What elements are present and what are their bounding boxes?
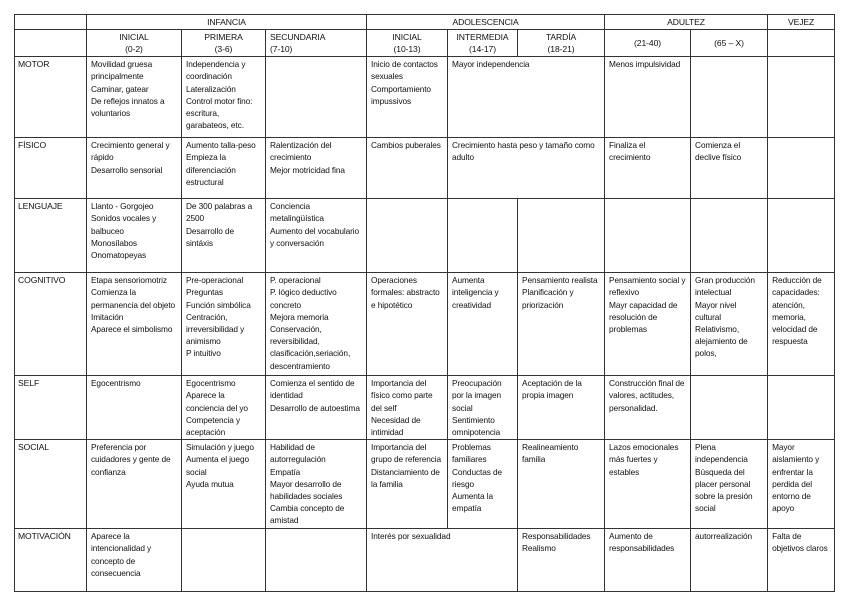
table-cell: Gran producción intelectual Mayor nivel cultural Relativismo, alejamiento de polos, bbox=[691, 273, 768, 376]
header-group-cell: ADULTEZ bbox=[605, 15, 768, 30]
table-cell: Interés por sexualidad bbox=[367, 529, 518, 592]
table-cell: Problemas familiares Conductas de riesgo Aumenta la empatía bbox=[448, 440, 518, 529]
table-row bbox=[15, 529, 835, 592]
header-stage-cell: INTERMEDIA (14-17) bbox=[448, 30, 518, 57]
table-row bbox=[15, 57, 835, 138]
table-cell bbox=[605, 199, 691, 273]
header-group-cell: ADOLESCENCIA bbox=[367, 15, 605, 30]
table-cell: Mayor independencia bbox=[448, 57, 605, 138]
table-cell: Aparece la intencionalidad y concepto de consecuencia bbox=[87, 529, 182, 592]
table-cell: Preocupación por la imagen social Sentimiento omnipotencia bbox=[448, 376, 518, 440]
table-cell: Plena independencia Búsqueda del placer personal sobre la presión social bbox=[691, 440, 768, 529]
table-cell: Mayor aislamiento y enfrentar la perdida del entorno de apoyo bbox=[768, 440, 835, 529]
row-label: SELF bbox=[15, 376, 87, 440]
table-cell bbox=[768, 138, 835, 199]
table-cell: Reducción de capacidades: atención, memoria, velocidad de respuesta bbox=[768, 273, 835, 376]
table-cell: Responsabilidades Realismo bbox=[518, 529, 605, 592]
table-row bbox=[15, 376, 835, 440]
table-cell: Importancia del grupo de referencia Distanciamiento de la familia bbox=[367, 440, 448, 529]
table-cell: Preferencia por cuidadores y gente de confianza bbox=[87, 440, 182, 529]
table-cell: Importancia del físico como parte del self Necesidad de intimidad bbox=[367, 376, 448, 440]
table-cell: Realineamiento familia bbox=[518, 440, 605, 529]
table-row bbox=[15, 199, 835, 273]
header-stage-cell: TARDÍA (18-21) bbox=[518, 30, 605, 57]
table-cell: Egocentrismo bbox=[87, 376, 182, 440]
table-cell: Pensamiento realista Planificación y priorización bbox=[518, 273, 605, 376]
header-stage-cell: (21-40) bbox=[605, 30, 691, 57]
table-cell: Egocentrismo Aparece la conciencia del yo Competencia y aceptación bbox=[182, 376, 266, 440]
row-label: SOCIAL bbox=[15, 440, 87, 529]
table-cell: Aumenta inteligencia y creatividad bbox=[448, 273, 518, 376]
table-row bbox=[15, 273, 835, 376]
table-cell: Operaciones formales: abstracto e hipotético bbox=[367, 273, 448, 376]
header-stage-cell bbox=[15, 30, 87, 57]
table-cell bbox=[768, 376, 835, 440]
header-group-cell: INFANCIA bbox=[87, 15, 367, 30]
header-stage-cell: INICIAL (10-13) bbox=[367, 30, 448, 57]
table-cell: Conciencia metalingüística Aumento del vocabulario y conversación bbox=[266, 199, 367, 273]
table-cell: Ralentización del crecimiento Mejor motricidad fina bbox=[266, 138, 367, 199]
table-cell bbox=[691, 376, 768, 440]
table-cell: Independencia y coordinación Lateralización Control motor fino: escritura, garabateos, etc. bbox=[182, 57, 266, 138]
table-cell: Aumento talla-peso Empieza la diferenciación estructural bbox=[182, 138, 266, 199]
table-cell bbox=[266, 529, 367, 592]
table-cell: Etapa sensoriomotriz Comienza la permanencia del objeto Imitación Aparece el simbolismo bbox=[87, 273, 182, 376]
row-label: MOTOR bbox=[15, 57, 87, 138]
row-label: LENGUAJE bbox=[15, 199, 87, 273]
header-group-cell: VEJEZ bbox=[768, 15, 835, 30]
row-label: COGNITIVO bbox=[15, 273, 87, 376]
table-cell: P. operacional P. lógico deductivo concreto Mejora memoria Conservación, reversibilidad, clasificación,seriación, descentramiento bbox=[266, 273, 367, 376]
header-group-row bbox=[15, 15, 835, 30]
table-cell bbox=[691, 199, 768, 273]
table-cell: Aumento de responsabilidades bbox=[605, 529, 691, 592]
table-cell: Menos impulsividad bbox=[605, 57, 691, 138]
table-cell bbox=[266, 57, 367, 138]
table-cell: Habilidad de autorregulación Empatía Mayor desarrollo de habilidades sociales Cambia concepto de amistad bbox=[266, 440, 367, 529]
table-cell: De 300 palabras a 2500 Desarrollo de sintáxis bbox=[182, 199, 266, 273]
header-stage-cell: (65 – X) bbox=[691, 30, 768, 57]
table-cell: Crecimiento general y rápido Desarrollo sensorial bbox=[87, 138, 182, 199]
table-cell: Aceptación de la propia imagen bbox=[518, 376, 605, 440]
row-label: FÍSICO bbox=[15, 138, 87, 199]
table-cell: Comienza el sentido de identidad Desarrollo de autoestima bbox=[266, 376, 367, 440]
table-cell: Finaliza el crecimiento bbox=[605, 138, 691, 199]
header-stage-cell: SECUNDARIA (7-10) bbox=[266, 30, 367, 57]
table-cell bbox=[768, 57, 835, 138]
table-cell: Construcción final de valores, actitudes, personalidad. bbox=[605, 376, 691, 440]
table-cell: Comienza el declive físico bbox=[691, 138, 768, 199]
table-cell bbox=[182, 529, 266, 592]
table-cell bbox=[691, 57, 768, 138]
table-cell: Llanto - Gorgojeo Sonidos vocales y balbuceo Monosílabos Onomatopeyas bbox=[87, 199, 182, 273]
table-cell: Inicio de contactos sexuales Comportamiento impussivos bbox=[367, 57, 448, 138]
table-cell: Movilidad gruesa principalmente Caminar, gatear De reflejos innatos a voluntarios bbox=[87, 57, 182, 138]
table-cell: Crecimiento hasta peso y tamaño como adulto bbox=[448, 138, 605, 199]
table-cell bbox=[448, 199, 518, 273]
table-cell: Falta de objetivos claros bbox=[768, 529, 835, 592]
table-cell: Lazos emocionales más fuertes y estables bbox=[605, 440, 691, 529]
header-stage-cell: INICIAL (0-2) bbox=[87, 30, 182, 57]
table-cell: Pre-operacional Preguntas Función simbólica Centración, irreversibilidad y animismo P intuitivo bbox=[182, 273, 266, 376]
table-cell: Pensamiento social y reflexivo Mayr capacidad de resolución de problemas bbox=[605, 273, 691, 376]
table-cell bbox=[367, 199, 448, 273]
table-cell bbox=[518, 199, 605, 273]
table-cell: Simulación y juego Aumenta el juego social Ayuda mutua bbox=[182, 440, 266, 529]
header-stage-cell bbox=[768, 30, 835, 57]
table-cell: autorrealización bbox=[691, 529, 768, 592]
header-stage-row bbox=[15, 30, 835, 57]
header-stage-cell: PRIMERA (3-6) bbox=[182, 30, 266, 57]
development-stages-table bbox=[14, 14, 835, 592]
table-cell bbox=[768, 199, 835, 273]
table-cell: Cambios puberales bbox=[367, 138, 448, 199]
row-label: MOTIVACIÓN bbox=[15, 529, 87, 592]
header-group-cell bbox=[15, 15, 87, 30]
table-row bbox=[15, 440, 835, 529]
table-row bbox=[15, 138, 835, 199]
